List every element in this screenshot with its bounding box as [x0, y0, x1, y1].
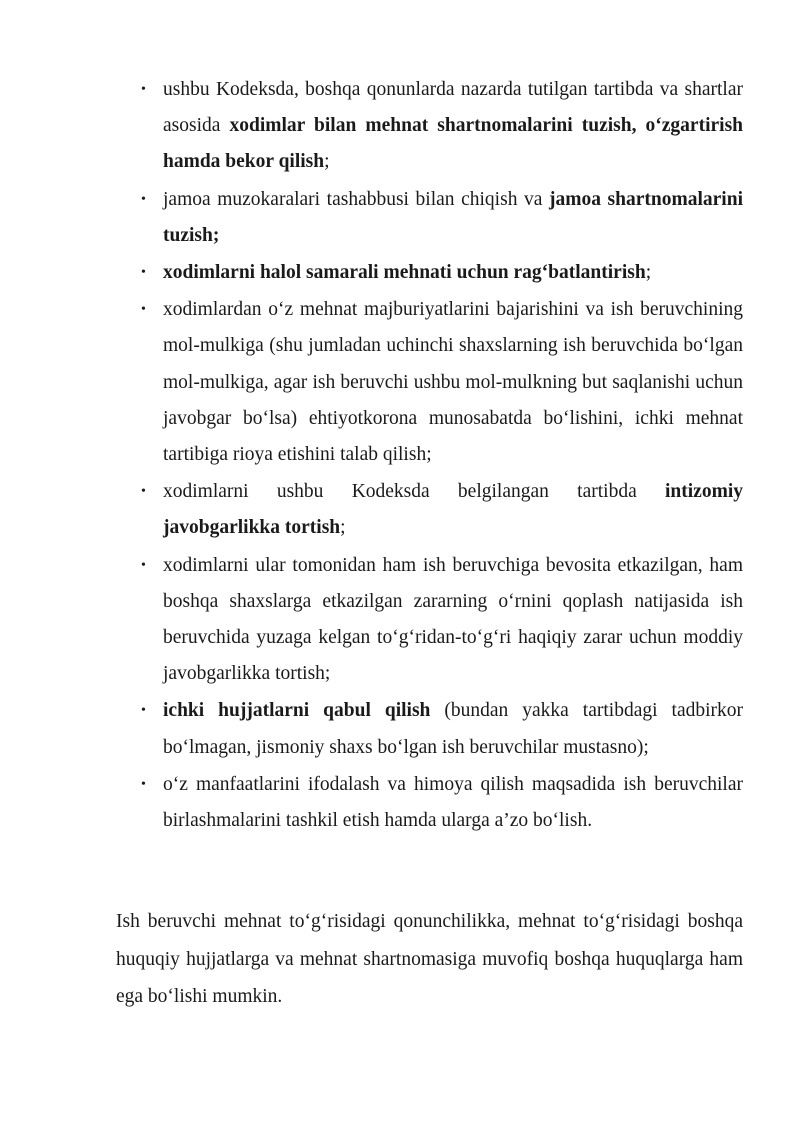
bullet-bold-text: intizomiy javobgarlikka tortish [163, 481, 743, 539]
bullet-text: xodimlarni ushbu Kodeksda belgilangan tartibda [163, 481, 665, 503]
bullet-text: ushbu Kodeksda, boshqa qonunlarda nazarda tutilgan tartibda va shartlar asosida [163, 79, 743, 137]
bullet-text: jamoa muzokaralari tashabbusi bilan chiqish va [163, 188, 549, 210]
bullet-bold-text: xodimlar bilan mehnat shartnomalarini tuzish, o‘zgartirish hamda bekor qilish [163, 115, 744, 173]
bullet-item [163, 292, 743, 473]
bullet-bold-text: ichki hujjatlarni qabul qilish [163, 700, 431, 722]
closing-paragraph: Ish beruvchi mehnat to‘g‘risidagi qonunchilikka, mehnat to‘g‘risidagi boshqa huquqiy hujjatlarga va mehnat shartnomasiga muvofiq boshqa huquqlarga ham ega bo‘lishi mumkin. [116, 911, 743, 1007]
bullet-item [163, 474, 743, 546]
bullet-text: ; [324, 151, 330, 173]
bullet-bold-text: xodimlarni halol samarali mehnati uchun rag‘batlantirish [163, 262, 646, 284]
bullet-text: ; [340, 517, 346, 539]
bullet-item [163, 182, 743, 254]
bullet-text: xodimlardan o‘z mehnat majburiyatlarini bajarishini va ish beruvchining mol-mulkiga (shu jumladan uchinchi shaxslarning ish beruvchida bo‘lgan mol-mulkiga, agar ish beruvchi ushbu mol-mulkning but saqlanishi uchun javobgar bo‘lsa) ehtiyotkorona munosabatda bo‘lishini, ichki mehnat tartibiga rioya etishini talab qilish; [163, 299, 743, 466]
bullet-text: xodimlarni ular tomonidan ham ish beruvchiga bevosita etkazilgan, ham boshqa shaxslarga etkazilgan zararning o‘rnini qoplash natijasida ish beruvchida yuzaga kelgan to‘g‘ridan-to‘g‘ri haqiqiy zarar uchun moddiy javobgarlikka tortish; [163, 554, 743, 685]
bullet-item [163, 767, 743, 839]
bullet-item [163, 693, 743, 765]
bullet-bold-text: jamoa shartnomalarini tuzish; [163, 188, 743, 246]
bullet-text: o‘z manfaatlarini ifodalash va himoya qilish maqsadida ish beruvchilar birlashmalarini tashkil etish hamda ularga a’zo bo‘lish. [163, 773, 743, 832]
bullet-item [163, 72, 743, 181]
bullet-text: ; [645, 262, 652, 284]
bullet-item [163, 548, 743, 693]
bullet-item [163, 255, 743, 291]
bullet-text: (bundan yakka tartibdagi tadbirkor bo‘lmagan, jismoniy shaxs bo‘lgan ish beruvchilar mustasno); [163, 700, 743, 758]
rights-bullet-list [163, 72, 743, 840]
